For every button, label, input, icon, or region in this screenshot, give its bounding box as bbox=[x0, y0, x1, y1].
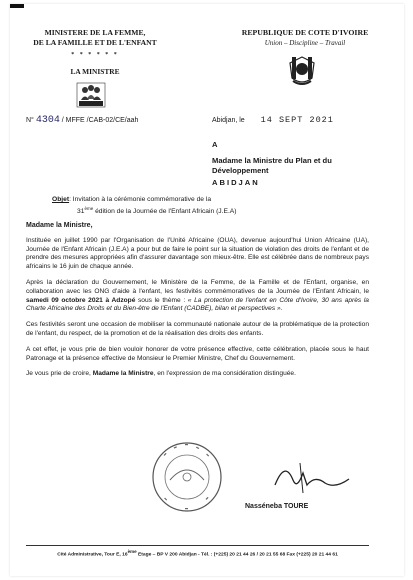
paragraph-5 bbox=[26, 370, 369, 379]
ministry-line-2: DE LA FAMILLE ET DE L'ENFANT bbox=[33, 38, 157, 47]
paragraph-3: Ces festivités seront une occasion de mobiliser la communauté nationale autour de la problématique de la protection de l'enfant, du respect, de la promotion et de la réalisation des droits des enfants. bbox=[26, 321, 369, 337]
ministry-line-1: MINISTERE DE LA FEMME, bbox=[44, 28, 146, 37]
scan-mark bbox=[10, 4, 24, 8]
p2-text-b: sous le thème : bbox=[135, 296, 188, 304]
republic-header bbox=[225, 28, 385, 48]
recipient-block bbox=[212, 140, 332, 188]
letter-date bbox=[212, 115, 334, 125]
p5-addressee: Madame la Ministre bbox=[92, 370, 154, 378]
paragraph-2 bbox=[26, 279, 369, 314]
la-ministre-label: LA MINISTRE bbox=[70, 67, 120, 76]
salutation: Madame la Ministre, bbox=[26, 222, 93, 229]
footer-address bbox=[26, 549, 369, 558]
footer-divider bbox=[26, 545, 369, 546]
republic-motto: Union – Discipline – Travail bbox=[264, 39, 346, 47]
p2-text-a: Après la déclaration du Gouvernement, le Ministère de la Femme, de la Famille et de l'Enfant, organise, en collaboration avec les ONG d'aide à l'enfant, les festivités commémoratives de la Journée de l'Enfant Africain, le bbox=[26, 278, 369, 295]
recipient-line-1: Madame la Ministre du Plan et du bbox=[212, 156, 332, 165]
recipient-city: ABIDJAN bbox=[212, 178, 260, 187]
official-stamp-icon bbox=[150, 440, 224, 514]
header-stars: * * * * * * bbox=[71, 52, 119, 58]
subject-edition-sup: ème bbox=[84, 205, 94, 211]
ref-prefix: N° bbox=[26, 117, 34, 124]
p5-text-b: , en l'expression de ma considération distinguée. bbox=[153, 370, 296, 378]
p5-text-a: Je vous prie de croire, bbox=[26, 370, 93, 378]
ministry-header bbox=[30, 28, 160, 77]
signatory-name: Nasséneba TOURE bbox=[245, 503, 309, 510]
footer-sup: ème bbox=[127, 549, 137, 554]
footer-text-a: Cité Administrative, Tour E, 16 bbox=[57, 552, 128, 558]
paragraph-4: A cet effet, je vous prie de bien vouloir honorer de votre présence effective, cette célébration, placée sous le haut Patronage et la présence effective de Monsieur le Premier Ministre, Chef du Gouvernement. bbox=[26, 345, 369, 362]
recipient-line-2: Développement bbox=[212, 166, 269, 175]
subject-label: Objet bbox=[52, 196, 70, 203]
republic-name: REPUBLIQUE DE COTE D'IVOIRE bbox=[241, 28, 369, 37]
subject-line-1: : Invitation à la cérémonie commémorative de la bbox=[69, 196, 212, 203]
reference-number bbox=[26, 115, 138, 126]
letter-body bbox=[26, 222, 369, 386]
paragraph-1: Instituée en juillet 1990 par l'Organisation de l'Unité Africaine (OUA), devenue aujourd'hui Union Africaine (UA), Journée de l'Enfant Africain (J.E.A) a pour but de faire le point sur la situation de violation des droits de l'enfant et de prendre des mesures appropriées afin d'assurer davantage son mieux-être. Elle est célébrée dans de nombreux pays africains le 16 juin de chaque année. bbox=[26, 236, 369, 271]
p2-theme: « La protection de l'enfant en Côte d'Ivoire, 30 ans après la Charte Africaine des Droits et du Bien-être de l'Enfant (CADBE), bilan et perspectives ». bbox=[26, 296, 369, 313]
subject-block bbox=[52, 196, 352, 216]
subject-edition: 31 bbox=[77, 207, 85, 215]
mffe-logo-icon bbox=[76, 82, 106, 108]
coat-of-arms-icon bbox=[285, 54, 319, 88]
subject-line-2: édition de la Journée de l'Enfant Africain (J.E.A) bbox=[93, 207, 237, 215]
recipient-a: A bbox=[212, 140, 218, 149]
p2-event-date: samedi 09 octobre 2021 à Adzopé bbox=[26, 296, 136, 304]
handwritten-signature-icon bbox=[245, 455, 355, 500]
footer-text-b: Etage – BP V 200 Abidjan - Tél. : (+225) 20 21 44 26 / 20 21 55 68 Fax (+225) 20 21 44 61 bbox=[136, 552, 338, 558]
date-place: Abidjan, le bbox=[212, 117, 245, 124]
date-stamp: 14 SEPT 2021 bbox=[260, 115, 334, 125]
ref-number: 4304 bbox=[35, 115, 60, 126]
ref-suffix: / MFFE /CAB-02/CE/aah bbox=[61, 117, 139, 124]
